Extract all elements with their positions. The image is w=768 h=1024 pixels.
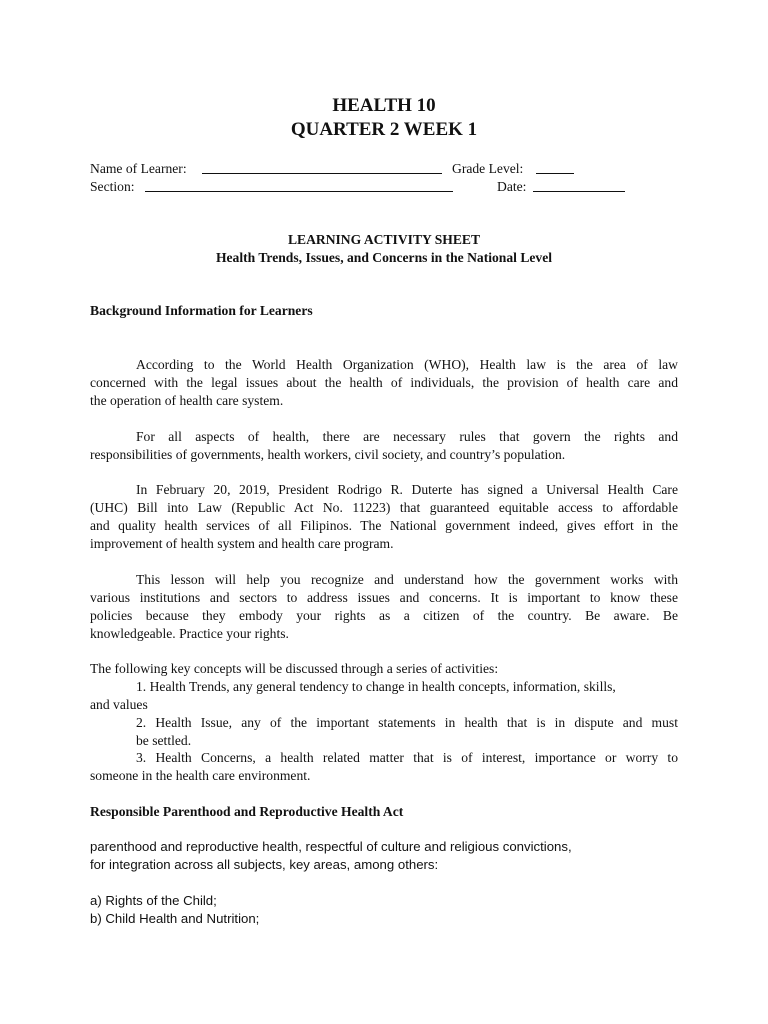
grade-level-blank[interactable] [536,173,574,174]
background-heading: Background Information for Learners [90,303,313,318]
rph-heading: Responsible Parenthood and Reproductive Health Act [90,804,404,819]
date-label: Date: [497,179,527,194]
paragraph-line: improvement of health system and health care program. [90,536,394,551]
concepts-intro: The following key concepts will be discussed through a series of activities: [90,661,499,676]
paragraph-line: In February 20, 2019, President Rodrigo R. Duterte has signed a Universal Health Care [136,482,678,497]
rph-list-item: b) Child Health and Nutrition; [90,911,260,926]
sheet-subheading: Health Trends, Issues, and Concerns in the National Level [215,250,553,265]
name-label: Name of Learner: [90,161,187,176]
concept-item-continued: be settled. [136,733,192,748]
sheet-heading: LEARNING ACTIVITY SHEET [287,232,481,247]
name-blank[interactable] [202,173,442,174]
paragraph-line: and quality health services of all Filipinos. The National government indeed, gives effort in the [90,518,678,533]
paragraph-line: According to the World Health Organization (WHO), Health law is the area of law [136,357,678,372]
concept-item-continued: and values [90,697,148,712]
concept-item-continued: someone in the health care environment. [90,768,311,783]
document-subtitle: QUARTER 2 WEEK 1 [290,119,478,140]
paragraph-line: responsibilities of governments, health workers, civil society, and country’s population. [90,447,566,462]
concept-item: 3. Health Concerns, a health related matter that is of interest, importance or worry to [136,750,678,765]
paragraph-line: knowledgeable. Practice your rights. [90,626,289,641]
grade-level-label: Grade Level: [452,161,524,176]
section-blank[interactable] [145,191,453,192]
concept-item: 2. Health Issue, any of the important statements in health that is in dispute and must [136,715,678,730]
paragraph-line: policies because they embody your rights as a citizen of the country. Be aware. Be [90,608,678,623]
rph-line: for integration across all subjects, key areas, among others: [90,857,439,872]
paragraph-line: the operation of health care system. [90,393,284,408]
date-blank[interactable] [533,191,625,192]
paragraph-line: For all aspects of health, there are necessary rules that govern the rights and [136,429,678,444]
paragraph-line: This lesson will help you recognize and understand how the government works with [136,572,678,587]
paragraph-line: (UHC) Bill into Law (Republic Act No. 11223) that guaranteed equitable access to affordable [90,500,678,515]
rph-line: parenthood and reproductive health, respectful of culture and religious convictions, [90,839,572,854]
paragraph-line: concerned with the legal issues about the health of individuals, the provision of health care and [90,375,678,390]
paragraph-line: various institutions and sectors to address issues and concerns. It is important to know these [90,590,678,605]
concept-item: 1. Health Trends, any general tendency to change in health concepts, information, skills, [136,679,616,694]
section-label: Section: [90,179,135,194]
document-title: HEALTH 10 [332,95,436,116]
rph-list-item: a) Rights of the Child; [90,893,217,908]
